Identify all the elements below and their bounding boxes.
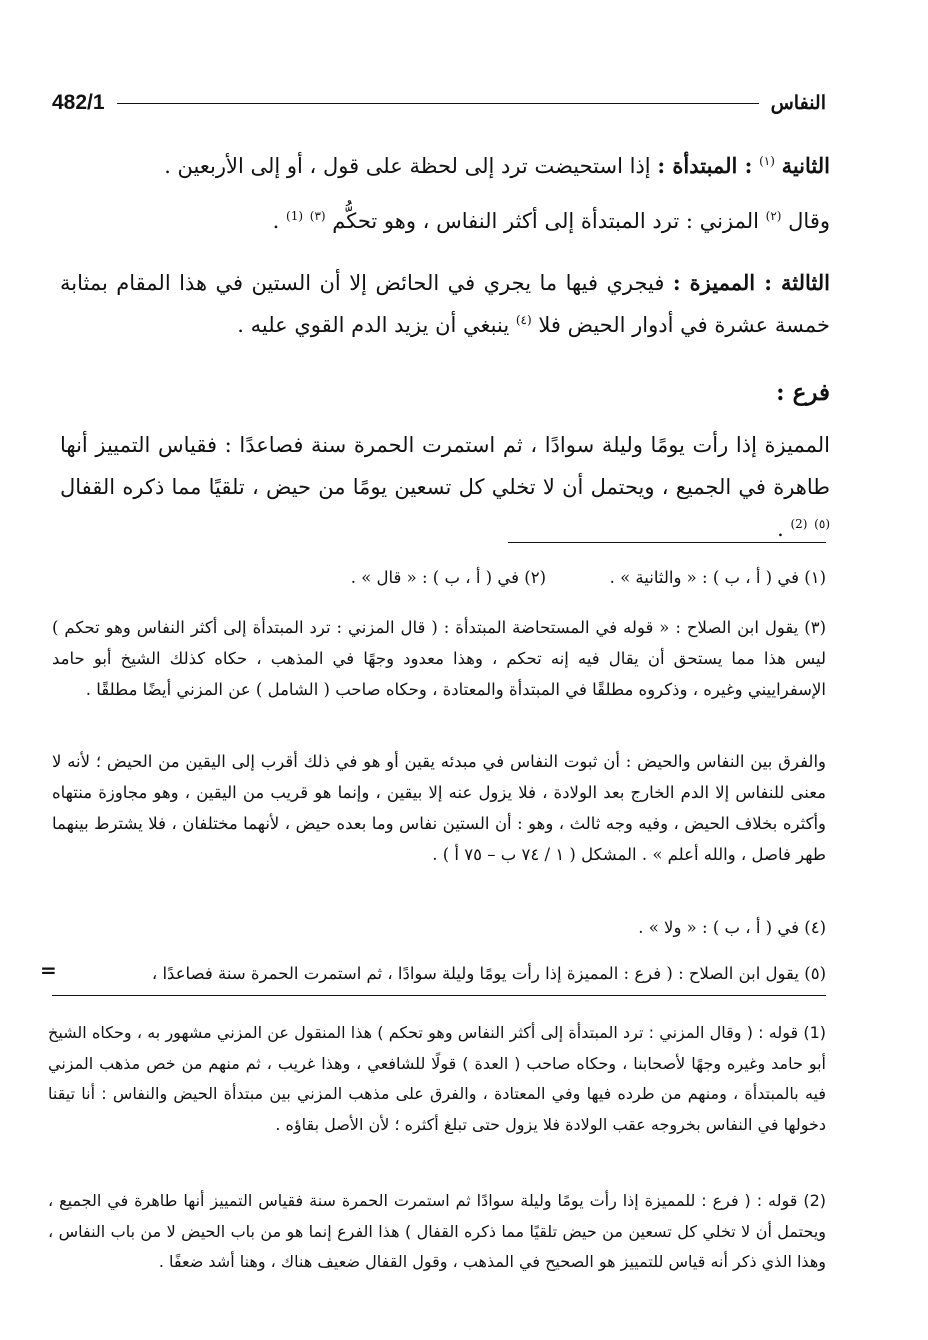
paragraph-text: .: [272, 209, 280, 233]
paragraph-text: إذا استحيضت ترد إلى لحظة على قول ، أو إلى الأربعين .: [164, 154, 651, 178]
commentary-2: (2) قوله : ( فرع : للمميزة إذا رأت يومًا وليلة سوادًا ثم استمرت الحمرة سنة فقياس التمييز أنها طاهرة في الجميع ، ويحتمل أن لا تخلي كل تسعين من حيض تلقيًا مما ذكره القفال ) هذا الفرع إنما هو من باب الحيض لا من باب النفاس ، وهذا الذي ذكر أنه قياس للتمييز هو الصحيح في المذهب ، وقول القفال ضعيف هناك ، وهنا أشد ضعفًا .: [48, 1191, 826, 1271]
commentary-1: (1) قوله : ( وقال المزني : ترد المبتدأة إلى أكثر النفاس وهو تحكم ) هذا المنقول عن المزني مشهور به ، وحكاه الشيخ أبو حامد وغيره وجهًا لأصحابنا ، وحكاه صاحب ( العدة ) قولًا للشافعي ، وهذا غريب ، ثم منهم من خص مذهب المزني فيه بالمبتدأة ، ومنهم من طرده فيها وفي المعتادة ، والفرق على مذهب المزني بين مبتدأة الحيض والنفاس : أنا تيقنا دخولها في النفاس بخروجه عقب الولادة فلا يزول حتى تبلغ أكثره ؛ لأن الأصل بقاؤه .: [48, 1023, 826, 1134]
page-number: 482/1: [52, 91, 105, 114]
footnote-ref: (٣): [309, 209, 326, 223]
paragraph-text: فيجري فيها ما يجري في الحائض إلا أن الستين في هذا المقام بمثابة خمسة عشرة في أدوار الحيض فلا: [60, 271, 830, 337]
page-header: [52, 88, 826, 118]
paragraph-text: المميزة إذا رأت يومًا وليلة سوادًا ، ثم استمرت الحمرة سنة فصاعدًا : فقياس التمييز أنها طاهرة في الجميع ، ويحتمل أن لا تخلي كل تسعين يومًا من حيض ، تلقيًا مما ذكره القفال: [60, 433, 830, 499]
footnotes-row: [52, 562, 826, 593]
paragraph-third: [60, 262, 830, 346]
paragraph-text: وقال: [788, 209, 830, 233]
paragraph-muzani: [60, 200, 830, 242]
paragraph-second: [60, 145, 830, 187]
footnote-ref: (١): [759, 154, 775, 168]
footnote-2: (٢) في ( أ ، ب ) : « قال » .: [350, 568, 546, 587]
footnote-3-continued: والفرق بين النفاس والحيض : أن ثبوت النفاس في مبدئه يقين أو هو في ذلك أقرب إلى اليقين من الحيض ؛ لأنه لا معنى للنفاس إلا الدم الخارج بعد الولادة ، فلا يزول عنه إلا بيقين ، وإنما هو قريب من اليقين ، وهو مجاوزة منتهاه وأكثره بخلاف الحيض ، وفيه وجه ثالث ، وهو : أن الستين نفاس وما بعده حيض ، لأنهما مختلفان ، فلا يشترط بينهما طهر فاصل ، والله أعلم » . المشكل ( ١ / ٧٤ ب – ٧٥ أ ) .: [52, 752, 826, 864]
commentary-separator: [52, 995, 826, 996]
footnote-4: (٤) في ( أ ، ب ) : « ولا » .: [638, 918, 826, 937]
term-label: : المبتدأة :: [657, 153, 753, 178]
footnote-3: (٣) يقول ابن الصلاح : « قوله في المستحاضة المبتدأة : ( قال المزني : ترد المبتدأة إلى أكثر النفاس وهو تحكم ) ليس هذا مما يستحق أن يقال فيه إنه تحكم ، وهذا معدود وجهًا في المذهب ، حكاه كذلك الشيخ أبو حامد الإسفراييني وغيره ، وذكروه مطلقًا في المبتدأة والمعتادة ، وحكاه صاحب ( الشامل ) عن المزني أيضًا مطلقًا .: [52, 618, 826, 699]
running-title: النفاس: [770, 92, 826, 114]
commentary-ref: (2): [790, 517, 808, 531]
footnote-ref: (٢): [765, 209, 782, 223]
footnote-ref: (٥): [814, 517, 830, 531]
footnote-separator: [508, 542, 826, 543]
commentary-ref: (1): [286, 209, 304, 223]
footnote-ref: (٤): [515, 313, 532, 327]
section-label: الثالثة : المميزة :: [672, 270, 830, 295]
paragraph-branch: [60, 424, 830, 550]
paragraph-text: ينبغي أن يزيد الدم القوي عليه .: [237, 313, 510, 337]
section-label: الثانية: [781, 153, 830, 178]
branch-heading: فرع :: [776, 379, 830, 406]
paragraph-text: المزني : ترد المبتدأة إلى أكثر النفاس ، وهو تحكُّم: [332, 209, 759, 233]
header-rule: [117, 103, 759, 104]
footnote-1: (١) في ( أ ، ب ) : « والثانية » .: [609, 568, 826, 587]
footnote-5: (٥) يقول ابن الصلاح : ( فرع : المميزة إذا رأت يومًا وليلة سوادًا ، ثم استمرت الحمرة سنة فصاعدًا ،: [151, 964, 826, 983]
paragraph-text: .: [777, 517, 784, 541]
continuation-mark: =: [40, 958, 57, 982]
